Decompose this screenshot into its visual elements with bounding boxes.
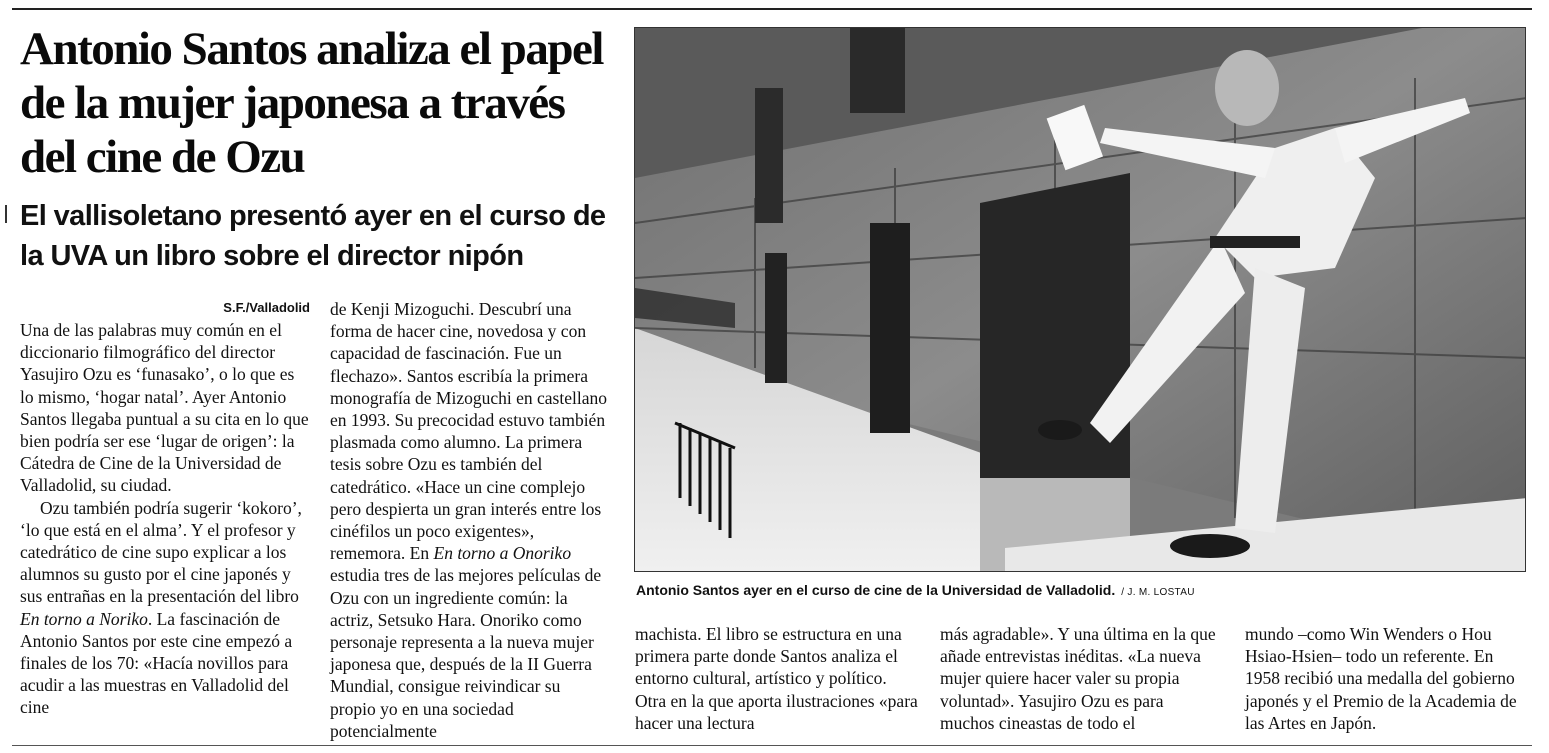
article-column-4 [940,623,1222,734]
photo-credit: / J. M. LOSTAU [1121,587,1195,598]
text-run: de Kenji Mizoguchi. Descubrí una forma de hacer cine, novedosa y con capacidad de fascinación. Fue un flechazo». Santos escribía la primera monografía de Mizoguchi en castellano en 1993. Su precocidad estuvo también plasmada como alumno. La primera tesis sobre Ozu es también del catedrático. «Hace un cine complejo pero despierta un gran interés entre los cinéfilos un poco exigentes», rememora. En [330,299,607,564]
article-column-5 [1245,623,1530,734]
book-title: En torno a Onoriko [433,543,572,564]
bottom-rule [12,745,1532,746]
text-run: Ozu también podría sugerir ‘kokoro’, ‘lo que está en el alma’. Y el profesor y catedrático de cine supo explicar a los alumnos su gusto por el cine japonés y sus entrañas en la presentación del libro [20,497,302,607]
article-photo [634,27,1526,572]
subheadline: El vallisoletano presentó ayer en el curso de la UVA un libro sobre el director nipón [20,200,606,272]
photo-caption [636,581,1526,602]
margin-mark [5,205,7,223]
article-column-2 [330,298,608,742]
text-run: . La fascinación de Antonio Santos por este cine empezó a finales de los 70: «Hacía novillos para acudir a las muestras en Valladolid del cine [20,608,293,718]
book-title: En torno a Noriko [20,608,148,629]
paragraph: más agradable». Y una última en la que añade entrevistas inéditas. «La nueva mujer quiere hacer valer su propia voluntad». Yasujiro Ozu es para muchos cineastas de todo el [940,624,1216,733]
top-rule [12,8,1532,10]
caption-text: Antonio Santos ayer en el curso de cine de la Universidad de Valladolid. [636,582,1116,598]
photo-illustration [635,28,1526,572]
paragraph [330,298,608,742]
paragraph [20,497,310,719]
paragraph: Una de las palabras muy común en el diccionario filmográfico del director Yasujiro Ozu es ‘funasako’, o lo que es lo mismo, ‘hogar natal’. Ayer Antonio Santos llegaba puntual a su cita en lo que bien podría ser ese ‘lugar de origen’: la Cátedra de Cine de la Universidad de Valladolid, su ciudad. [20,320,309,496]
article-column-1 [20,298,310,719]
paragraph: mundo –como Win Wenders o Hou Hsiao-Hsien– todo un referente. En 1958 recibió una medalla del gobierno japonés y el Premio de la Academia de las Artes en Japón. [1245,624,1517,733]
byline: S.F./Valladolid [223,300,310,315]
article-column-3 [635,623,920,734]
text-run: estudia tres de las mejores películas de Ozu con un ingrediente común: la actriz, Setsuko Hara. Onoriko como personaje representa a la nueva mujer japonesa que, después de la II Guerra Mundial, consigue reivindicar su propio yo en una sociedad potencialmente [330,565,602,741]
paragraph: machista. El libro se estructura en una primera parte donde Santos analiza el entorno cultural, artístico y político. Otra en la que aporta ilustraciones «para hacer una lectura [635,624,918,733]
headline: Antonio Santos analiza el papel de la mujer japonesa a través del cine de Ozu [20,23,603,183]
